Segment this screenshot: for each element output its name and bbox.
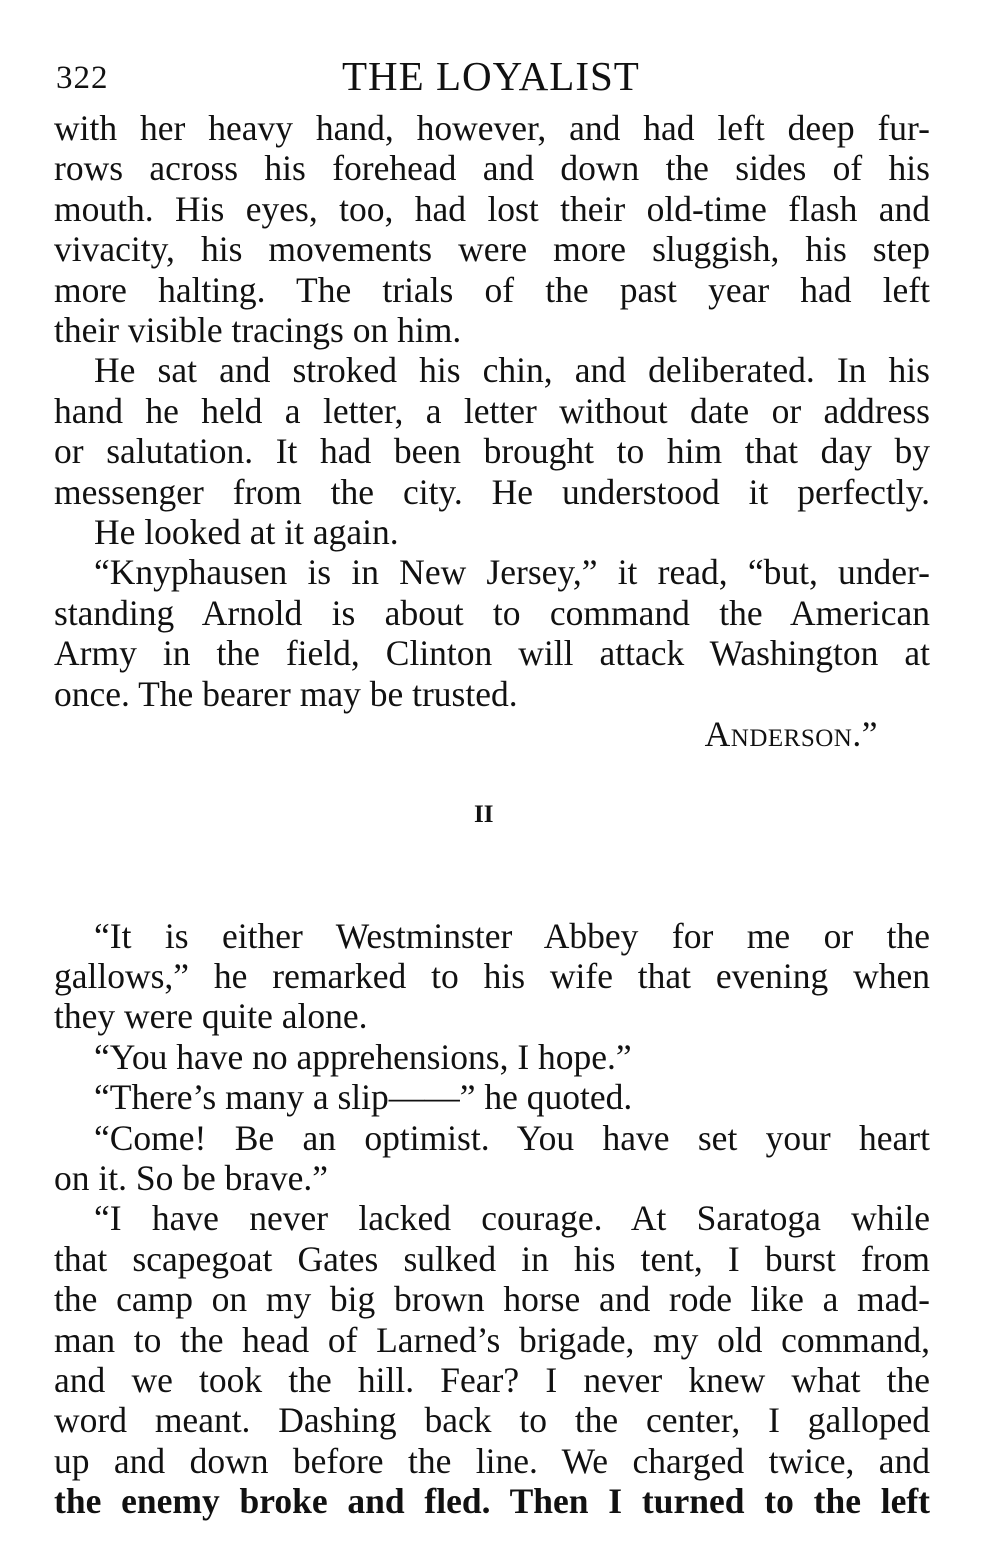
text-line: and we took the hill. Fear? I never knew what the — [54, 1359, 930, 1400]
section-break — [54, 755, 930, 916]
text-line: they were quite alone. — [54, 996, 368, 1037]
text-line: hand he held a letter, a letter without date or address — [54, 390, 930, 431]
section-numeral: II — [474, 800, 494, 828]
text-line: He looked at it again. — [94, 512, 399, 553]
text-line: “You have no apprehensions, I hope.” — [94, 1036, 632, 1077]
text-line: “It is either Westminster Abbey for me or the — [94, 915, 930, 956]
text-line: their visible tracings on him. — [54, 310, 462, 351]
text-line: rows across his forehead and down the sides of his — [54, 148, 930, 189]
text-line: with her heavy hand, however, and had left deep fur- — [54, 108, 930, 148]
text-line: standing Arnold is about to command the American — [54, 592, 930, 633]
text-line: on it. So be brave.” — [54, 1157, 329, 1198]
text-line: or salutation. It had been brought to him that day by — [54, 431, 930, 472]
text-line: vivacity, his movements were more sluggish, his step — [54, 229, 930, 270]
text-line: mouth. His eyes, too, had lost their old-time flash and — [54, 188, 930, 229]
letter-signature: Anderson.” — [704, 714, 878, 755]
text-line: once. The bearer may be trusted. — [54, 673, 518, 714]
text-line: man to the head of Larned’s brigade, my old command, — [54, 1319, 930, 1360]
page-number: 322 — [56, 60, 109, 96]
running-title: THE LOYALIST — [342, 53, 640, 99]
running-header — [54, 52, 930, 108]
book-page — [54, 52, 930, 1522]
text-line: the enemy broke and fled. Then I turned to the left — [54, 1481, 930, 1522]
text-line: more halting. The trials of the past year had left — [54, 269, 930, 310]
text-line: He sat and stroked his chin, and deliberated. In his — [94, 350, 930, 391]
text-line: up and down before the line. We charged twice, and — [54, 1440, 930, 1481]
text-line: “I have never lacked courage. At Saratoga while — [94, 1198, 930, 1239]
text-line: messenger from the city. He understood it perfectly. — [54, 471, 930, 512]
text-line: gallows,” he remarked to his wife that evening when — [54, 955, 930, 996]
text-line: “Come! Be an optimist. You have set your heart — [94, 1117, 930, 1158]
text-line: Army in the field, Clinton will attack Washington at — [54, 633, 930, 674]
text-line: word meant. Dashing back to the center, I galloped — [54, 1400, 930, 1441]
text-line: the camp on my big brown horse and rode like a mad- — [54, 1279, 930, 1320]
text-line: “Knyphausen is in New Jersey,” it read, “but, under- — [94, 552, 930, 593]
text-line: that scapegoat Gates sulked in his tent, I burst from — [54, 1238, 930, 1279]
body-text — [54, 108, 930, 1522]
text-line: “There’s many a slip——” he quoted. — [94, 1077, 633, 1118]
